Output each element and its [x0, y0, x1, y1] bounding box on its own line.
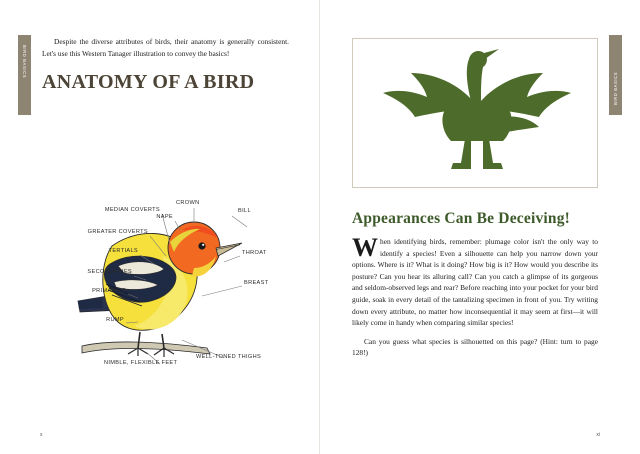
anatomy-labels [42, 96, 292, 376]
folio-right: xi [596, 432, 600, 438]
left-page-content [42, 36, 289, 376]
label-breast: BREAST [244, 280, 269, 286]
label-crown: CROWN [176, 200, 200, 206]
label-nape: NAPE [156, 214, 173, 220]
section-tab-left-label: BIRD BASICS [22, 45, 27, 79]
section-heading: Appearances Can Be Deceiving! [352, 210, 571, 227]
label-tertials: TERTIALS [108, 248, 138, 254]
intro-paragraph-text: Despite the diverse attributes of birds, their anatomy is generally consistent. Let's use this Western Tanager illustration to convey the basics! [42, 37, 289, 58]
folio-left: x [40, 432, 43, 438]
body-paragraph-1 [352, 233, 598, 329]
label-greater-coverts: GREATER COVERTS [87, 229, 148, 235]
label-nimble-flexible-feet: NIMBLE, FLEXIBLE FEET [104, 360, 178, 366]
right-page-content [352, 36, 598, 359]
label-primaries: PRIMARIES [92, 288, 126, 294]
label-bill: BILL [238, 208, 251, 214]
label-throat: THROAT [242, 250, 267, 256]
silhouette-panel [352, 38, 598, 188]
bird-silhouette-icon [353, 39, 597, 187]
right-page [320, 0, 640, 454]
body-paragraph-1-text: hen identifying birds, remember: plumage color isn't the only way to identify a species! Even a silhouette can help you narrow down your options. Where is it? What is it doing? How big is it? How would you describe its posture? Can you hear its alluring call? Can you catch a glimpse of its gorgeous and seldom-observed legs and rear? Before reaching into your pocket for your bird guide, soak in every detail of the tantalizing specimen in front of you. Try writing down every attribute, no matter how inconsequential it may seem at first—it will likely come in handy when comparing similar species! [352, 237, 598, 328]
label-leader-lines [42, 96, 292, 376]
section-tab-left [18, 35, 31, 115]
intro-paragraph [42, 36, 289, 59]
label-rump: RUMP [106, 317, 124, 323]
label-median-coverts: MEDIAN COVERTS [104, 207, 160, 213]
section-tab-right-label: BIRD BASICS [613, 71, 618, 105]
drop-cap: W [352, 233, 378, 262]
label-well-toned-thighs: WELL-TONED THIGHS [196, 354, 262, 360]
page-title: ANATOMY OF A BIRD [42, 71, 255, 93]
section-tab-right [609, 35, 622, 115]
anatomy-figure [42, 96, 292, 376]
body-paragraph-2: Can you guess what species is silhouetted on this page? (Hint: turn to page 128!) [352, 336, 598, 358]
label-secondaries: SECONDARIES [87, 269, 132, 275]
